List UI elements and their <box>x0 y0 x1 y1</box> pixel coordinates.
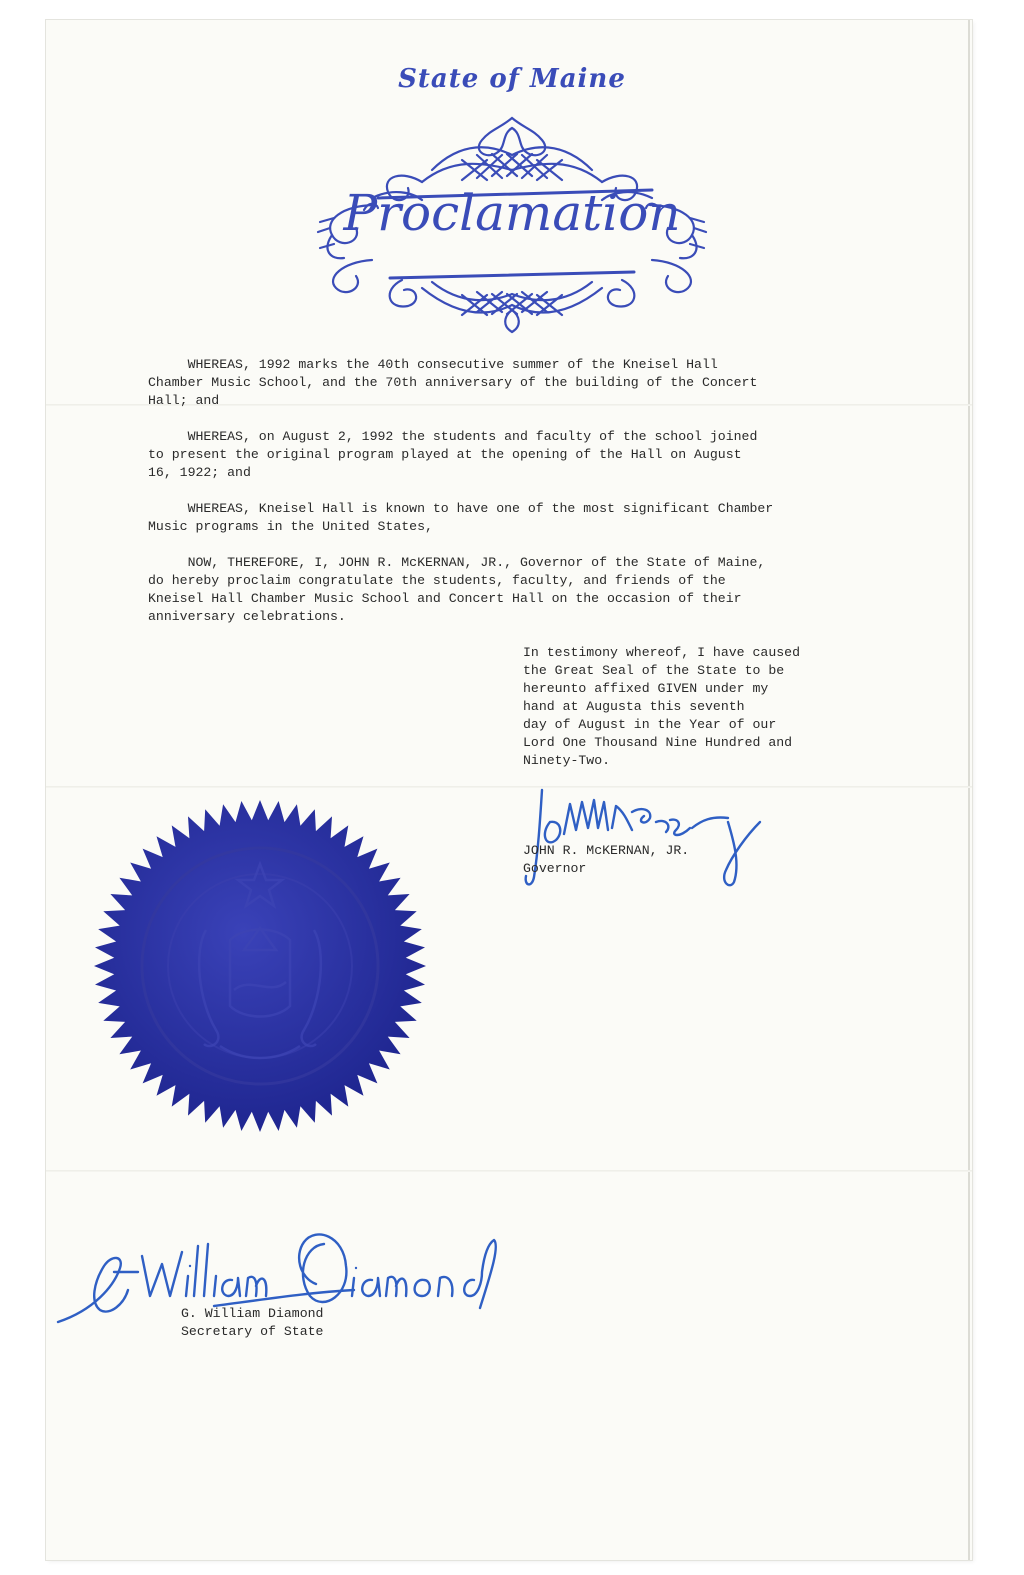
testimony-clause: In testimony whereof, I have caused the Great Seal of the State to be hereunto affixed GIVEN under my hand at Augusta this seventh day of August in the Year of our Lord One Thousand Nine Hundred and Ninety-Two. <box>523 645 800 768</box>
secretary-title: Secretary of State <box>181 1324 324 1339</box>
governor-name: JOHN R. McKERNAN, JR. <box>523 843 690 858</box>
whereas-paragraph-3: WHEREAS, Kneisel Hall is known to have one of the most significant Chamber Music programs in the United States, <box>148 501 774 534</box>
fold-line <box>46 1170 972 1172</box>
governor-signature-block <box>523 842 689 878</box>
proclamation-title: Proclamation <box>343 184 681 242</box>
page-edge <box>968 20 970 1560</box>
fold-line <box>46 786 972 788</box>
state-heading: State of Maine <box>398 64 626 94</box>
secretary-name: G. William Diamond <box>181 1306 324 1321</box>
whereas-paragraph-1: WHEREAS, 1992 marks the 40th consecutive summer of the Kneisel Hall Chamber Music School, and the 70th anniversary of the building of the Concert Hall; and <box>148 357 758 408</box>
secretary-signature-block <box>181 1305 323 1341</box>
proclamation-paragraph: NOW, THEREFORE, I, JOHN R. McKERNAN, JR., Governor of the State of Maine, do hereby proclaim congratulate the students, faculty, and friends of the Kneisel Hall Chamber Music School and Concert Hall on the occasion of their anniversary celebrations. <box>148 555 766 624</box>
whereas-paragraph-2: WHEREAS, on August 2, 1992 the students and faculty of the school joined to present the original program played at the opening of the Hall on August 16, 1922; and <box>148 429 758 480</box>
great-seal-of-maine-icon <box>94 800 434 1140</box>
governor-title: Governor <box>523 861 587 876</box>
